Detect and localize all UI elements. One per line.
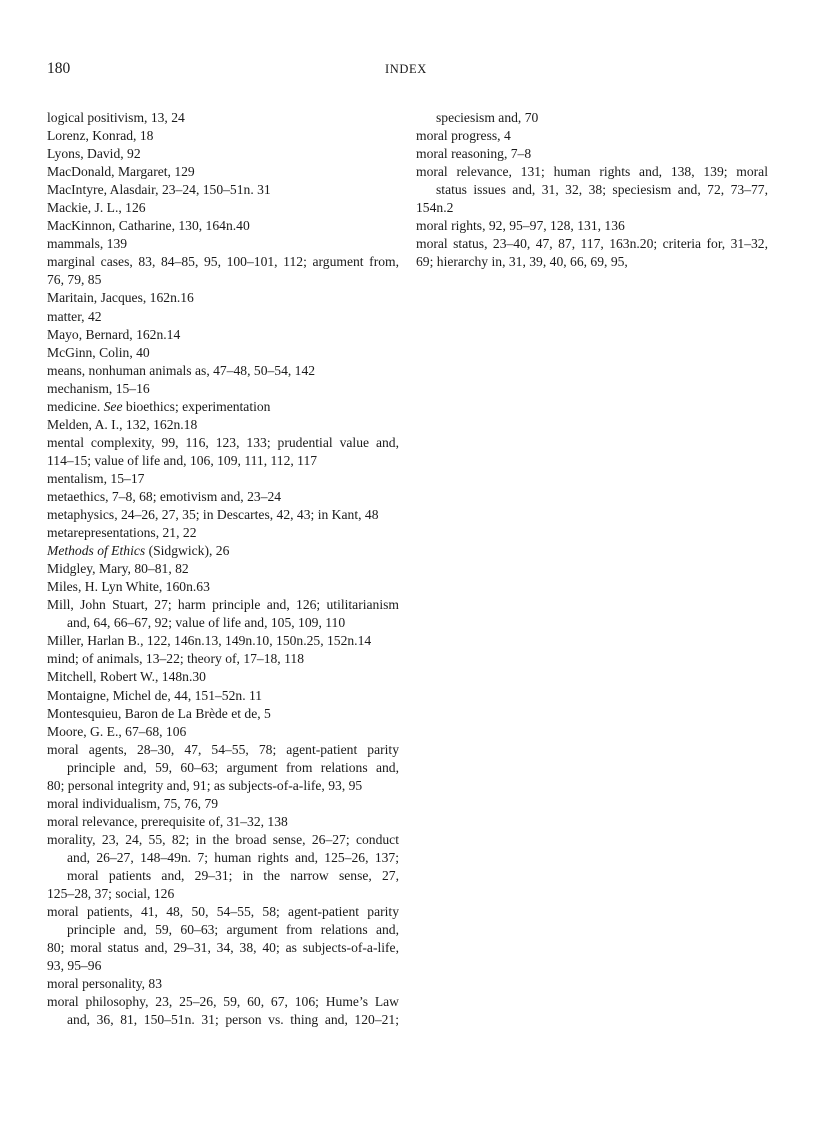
- index-line: moral philosophy, 23, 25–26, 59, 60, 67, 106; Hume’s Law: [47, 994, 399, 1010]
- book-title: Methods of Ethics: [47, 543, 146, 559]
- index-line: Melden, A. I., 132, 162n.18: [47, 416, 198, 432]
- index-line: MacDonald, Margaret, 129: [47, 164, 195, 180]
- index-line: Midgley, Mary, 80–81, 82: [47, 561, 189, 577]
- index-line: MacKinnon, Catharine, 130, 164n.40: [47, 218, 250, 234]
- index-line: [47, 542, 399, 560]
- index-line: Moore, G. E., 67–68, 106: [47, 723, 187, 739]
- index-line: moral agents, 28–30, 47, 54–55, 78; agent-patient parity: [47, 741, 399, 757]
- index-line: MacIntyre, Alasdair, 23–24, 150–51n. 31: [47, 182, 271, 198]
- index-line: 114–15; value of life and, 106, 109, 111, 112, 117: [47, 452, 318, 468]
- index-line: mind; of animals, 13–22; theory of, 17–18, 118: [47, 651, 304, 667]
- index-line: principle and, 59, 60–63; argument from relations and,: [67, 922, 399, 938]
- index-line: Miller, Harlan B., 122, 146n.13, 149n.10, 150n.25, 152n.14: [47, 633, 372, 649]
- index-line: and, 36, 81, 150–51n. 31; person vs. thing and, 120–21;: [67, 1012, 399, 1028]
- index-line: moral personality, 83: [47, 976, 163, 992]
- index-line: principle and, 59, 60–63; argument from relations and,: [67, 759, 399, 775]
- index-line: 80; moral status and, 29–31, 34, 38, 40; as subjects-of-a-life,: [47, 940, 399, 956]
- index-line: Maritain, Jacques, 162n.16: [47, 290, 194, 306]
- index-line: moral individualism, 75, 76, 79: [47, 795, 219, 811]
- index-line: McGinn, Colin, 40: [47, 344, 150, 360]
- index-line: Lyons, David, 92: [47, 146, 141, 162]
- index-line: Lorenz, Konrad, 18: [47, 128, 154, 144]
- index-line: and, 64, 66–67, 92; value of life and, 105, 109, 110: [67, 615, 346, 631]
- index-line: moral patients and, 29–31; in the narrow sense, 27,: [67, 867, 399, 883]
- index-line: Mackie, J. L., 126: [47, 200, 146, 216]
- index-line: 125–28, 37; social, 126: [47, 886, 175, 902]
- index-text: medicine.: [47, 398, 104, 414]
- index-line: Mill, John Stuart, 27; harm principle and, 126; utilitarianism: [47, 597, 399, 613]
- index-line: moral reasoning, 7–8: [416, 146, 532, 162]
- index-line: means, nonhuman animals as, 47–48, 50–54, 142: [47, 362, 316, 378]
- index-line: Mayo, Bernard, 162n.14: [47, 326, 181, 342]
- index-line: mental complexity, 99, 116, 123, 133; prudential value and,: [47, 434, 399, 450]
- index-line: mechanism, 15–16: [47, 380, 150, 396]
- index-line: [47, 398, 399, 416]
- running-head: INDEX: [385, 62, 427, 76]
- index-line: marginal cases, 83, 84–85, 95, 100–101, 112; argument from,: [47, 254, 399, 270]
- index-line: moral progress, 4: [416, 128, 511, 144]
- index-line: morality, 23, 24, 55, 82; in the broad sense, 26–27; conduct: [47, 831, 399, 847]
- index-line: Miles, H. Lyn White, 160n.63: [47, 579, 210, 595]
- index-line: speciesism and, 70: [436, 110, 539, 125]
- index-line: 80; personal integrity and, 91; as subjects-of-a-life, 93, 95: [47, 777, 363, 793]
- see-reference: See: [103, 398, 123, 414]
- index-line: moral patients, 41, 48, 50, 54–55, 58; agent-patient parity: [47, 904, 399, 920]
- index-line: mammals, 139: [47, 236, 128, 252]
- index-line: metarepresentations, 21, 22: [47, 525, 197, 541]
- index-line: and, 26–27, 148–49n. 7; human rights and, 125–26, 137;: [67, 849, 399, 865]
- index-line: moral status, 23–40, 47, 87, 117, 163n.20; criteria for, 31–32,: [416, 236, 768, 252]
- index-line: matter, 42: [47, 308, 102, 324]
- index-line: status issues and, 31, 32, 38; speciesism and, 72, 73–77,: [436, 182, 768, 198]
- index-line: Montesquieu, Baron de La Brède et de, 5: [47, 705, 271, 721]
- index-line: 76, 79, 85: [47, 272, 102, 288]
- index-line: 154n.2: [416, 200, 454, 216]
- page-number: 180: [47, 60, 71, 77]
- index-line: logical positivism, 13, 24: [47, 110, 185, 125]
- index-column-left: [47, 109, 399, 1029]
- index-text: bioethics; experimentation: [122, 398, 271, 414]
- index-line: Montaigne, Michel de, 44, 151–52n. 11: [47, 687, 263, 703]
- index-column-right: [416, 109, 768, 271]
- index-line: moral relevance, prerequisite of, 31–32, 138: [47, 813, 288, 829]
- index-line: 69; hierarchy in, 31, 39, 40, 66, 69, 95,: [416, 254, 628, 270]
- index-line: mentalism, 15–17: [47, 470, 145, 486]
- index-line: Mitchell, Robert W., 148n.30: [47, 669, 206, 685]
- index-line: moral relevance, 131; human rights and, 138, 139; moral: [416, 164, 768, 180]
- index-line: metaethics, 7–8, 68; emotivism and, 23–24: [47, 488, 282, 504]
- index-line: metaphysics, 24–26, 27, 35; in Descartes, 42, 43; in Kant, 48: [47, 507, 379, 523]
- index-line: 93, 95–96: [47, 958, 102, 974]
- index-line: moral rights, 92, 95–97, 128, 131, 136: [416, 218, 625, 234]
- index-text: (Sidgwick), 26: [145, 543, 230, 559]
